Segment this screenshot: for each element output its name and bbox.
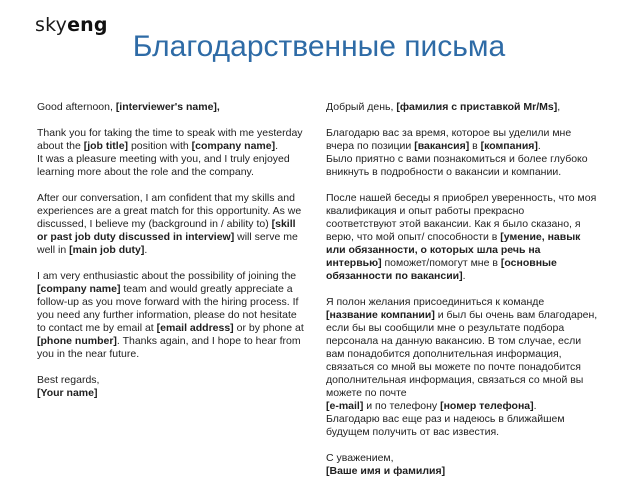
text-line [326,400,616,413]
text-line [326,140,616,153]
text-line [326,257,616,270]
body-text: well in [37,244,70,256]
placeholder-text: [company name] [37,283,121,295]
greeting-placeholder: [interviewer's name], [115,101,220,113]
placeholder-text: [email address] [156,322,234,334]
logo-eng: eng [67,14,108,36]
body-text: . [144,244,148,256]
text-line [37,296,320,309]
placeholder-text: или обязанности, о которых шла речь на [326,244,541,256]
placeholder-text: обязанности по вакансии] [326,270,463,282]
text-line [326,296,616,309]
body-text: After our conversation, I am confident that my skills and [37,192,295,204]
body-text: learning more about the role and the company. [37,166,254,178]
body-text: После нашей беседы я приобрел уверенность, что моя [326,192,597,204]
body-text: about the [37,140,84,152]
placeholder-text: [основные [500,257,557,269]
text-line [326,374,616,387]
body-text: . [462,270,466,282]
english-signoff [37,374,320,400]
body-text: соответствуют этой вакансии. Как я было сказано, я [326,218,581,230]
text-line [326,348,616,361]
text-line [326,413,616,426]
english-signature: [Your name] [37,387,98,399]
russian-paragraph-3 [326,296,616,439]
text-line [326,361,616,374]
body-text: Было приятно с вами познакомиться и более глубоко [326,153,588,165]
english-letter [37,101,320,413]
placeholder-text: [skill [271,218,296,230]
body-text: Thank you for taking the time to speak with me yesterday [37,127,303,139]
text-line [37,309,320,322]
body-text: дополнительная информация, связаться со мной вы [326,374,584,386]
text-line [326,270,616,283]
body-text: Благодарю вас за время, которое вы уделили мне [326,127,572,139]
body-text: поможет/помогут мне в [381,257,501,269]
body-text: можете по почте [326,387,407,399]
body-text: will serve me [234,231,298,243]
russian-paragraph-1 [326,127,616,179]
body-text: to contact me by email at [37,322,157,334]
text-line [326,205,616,218]
body-text: . [533,400,537,412]
placeholder-text: or past job duty discussed in interview] [37,231,235,243]
body-text: or by phone at [233,322,304,334]
body-text: you need any further information, please do not hesitate [37,309,297,321]
greeting-punct: , [557,101,561,113]
text-line [37,140,320,153]
page-title: Благодарственные письма [132,30,506,63]
text-line [37,270,320,283]
body-text: Благодарю вас еще раз и надеюсь в ближайшем [326,413,565,425]
body-text: Я полон желания присоединиться к команде [326,296,545,308]
body-text: вчера по позиции [326,140,415,152]
english-paragraph-3 [37,270,320,361]
text-line [37,127,320,140]
text-line [326,192,616,205]
body-text: связаться со мной вы можете по почте понадобится [326,361,581,373]
body-text: experiences are a great match for this opportunity. As we [37,205,302,217]
english-paragraph-1 [37,127,320,179]
text-line [37,205,320,218]
body-text: и был бы очень вам благодарен, [434,309,598,321]
greeting-placeholder: [фамилия с приставкой Mr/Ms] [396,101,558,113]
text-line [37,166,320,179]
text-line [37,153,320,166]
text-line [37,231,320,244]
text-line [326,127,616,140]
body-text: верю, что мой опыт/ способности в [326,231,501,243]
russian-paragraph-2 [326,192,616,283]
body-text: . [275,140,279,152]
text-line [326,322,616,335]
body-text: discussed, I believe my (background in / ability to) [37,218,272,230]
text-line [37,192,320,205]
text-line [326,426,616,439]
body-text: you in the near future. [37,348,140,360]
text-line [326,387,616,400]
text-line [326,153,616,166]
body-text: квалификация и опыт работы прекрасно [326,205,525,217]
body-text: вам понадобится дополнительная информация, [326,348,562,360]
text-line [37,348,320,361]
placeholder-text: [вакансия] [414,140,470,152]
placeholder-text: [компания] [480,140,538,152]
body-text: team and would greatly appreciate a [120,283,293,295]
text-line [37,322,320,335]
placeholder-text: [main job duty] [69,244,145,256]
text-line [326,309,616,322]
body-text: I am very enthusiastic about the possibility of joining the [37,270,297,282]
body-text: It was a pleasure meeting with you, and I truly enjoyed [37,153,290,165]
text-line [37,335,320,348]
body-text: . Thanks again, and I hope to hear from [116,335,301,347]
placeholder-text: [company name] [191,140,276,152]
text-line [326,218,616,231]
text-line [37,283,320,296]
body-text: . [537,140,541,152]
placeholder-text: интервью] [326,257,382,269]
body-text: вникнуть в подробности о вакансии и компании. [326,166,562,178]
placeholder-text: [название компании] [326,309,435,321]
placeholder-text: [e-mail] [326,400,364,412]
russian-signoff [326,452,616,478]
russian-letter [326,101,616,491]
english-greeting [37,101,320,114]
placeholder-text: [номер телефона] [440,400,534,412]
text-line [326,244,616,257]
logo-sky: sky [35,14,68,36]
text-line [326,335,616,348]
placeholder-text: [phone number] [37,335,117,347]
placeholder-text: [job title] [83,140,129,152]
greeting-text: Good afternoon, [37,101,116,113]
text-line [326,231,616,244]
text-line [326,166,616,179]
body-text: follow-up as you move forward with the hiring process. If [37,296,299,308]
russian-signature: [Ваше имя и фамилия] [326,465,446,477]
body-text: position with [128,140,192,152]
body-text: персонала на данную вакансию. В том случае, если [326,335,582,347]
english-closing: Best regards, [37,374,100,386]
russian-greeting [326,101,616,114]
body-text: будущем получить от вас известия. [326,426,500,438]
russian-closing: С уважением, [326,452,394,464]
english-paragraph-2 [37,192,320,257]
body-text: если бы вы сообщили мне о результате подбора [326,322,565,334]
body-text: в [469,140,481,152]
placeholder-text: [умение, навык [500,231,581,243]
greeting-text: Добрый день, [326,101,397,113]
text-line [37,244,320,257]
text-line [37,218,320,231]
body-text: и по телефону [363,400,441,412]
